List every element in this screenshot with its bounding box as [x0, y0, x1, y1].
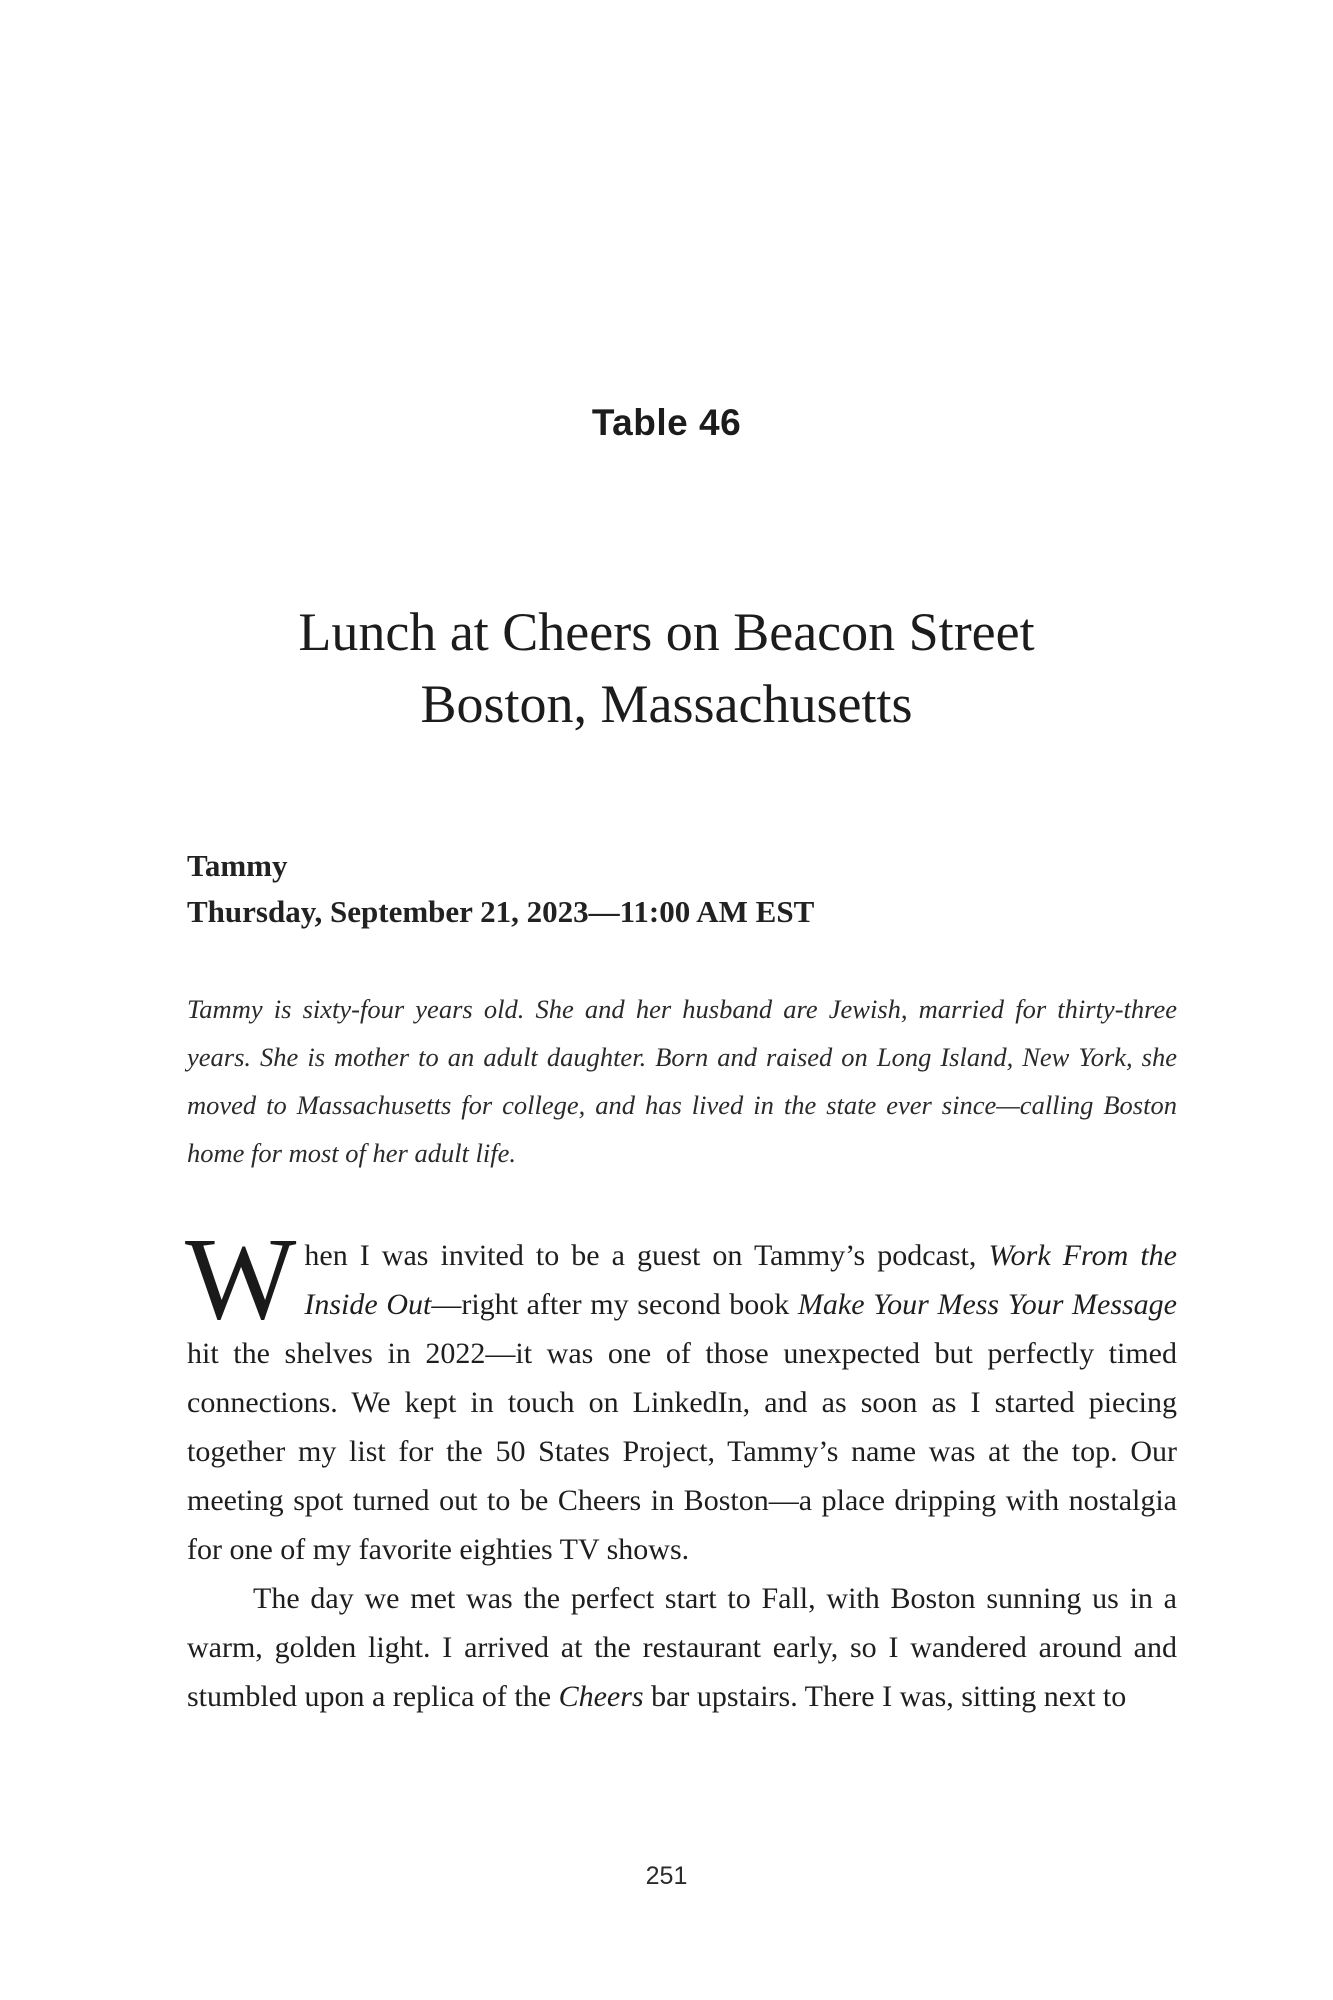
p1-text-a: hen I was invited to be a guest on Tammy’s podcast, — [304, 1239, 989, 1272]
body-paragraph-1 — [185, 1213, 1177, 1574]
p1-text-b: —right after my second book — [431, 1288, 798, 1321]
show-title: Cheers — [558, 1680, 644, 1713]
body-text — [185, 1213, 1177, 1721]
chapter-label: Table 46 — [591, 402, 742, 443]
interviewee-intro: Tammy is sixty-four years old. She and her husband are Jewish, married for thirty-three years. She is mother to an adult daughter. Born and raised on Long Island, New York, she moved to Massachusetts for college, and has lived in the state ever since—calling Boston home for most of her adult life. — [187, 994, 1177, 1168]
chapter-title-line-1: Lunch at Cheers on Beacon Street — [298, 602, 1035, 662]
podcast-title: Work From the Inside Out — [304, 1239, 1177, 1321]
interview-meta — [187, 843, 1177, 935]
interviewee-name: Tammy — [187, 848, 288, 883]
p2-text-b: bar upstairs. There I was, sitting next to — [643, 1680, 1127, 1713]
drop-cap: W — [185, 1213, 297, 1344]
p1-text-c: hit the shelves in 2022—it was one of those unexpected but perfectly timed connections. We kept in touch on LinkedIn, and as soon as I started piecing together my list for the 50 States Project, Tammy’s name was at the top. Our meeting spot turned out to be Cheers in Boston—a place dripping with nostalgia for one of my favorite eighties TV shows. — [187, 1337, 1177, 1566]
chapter-title-line-2: Boston, Massachusetts — [420, 674, 913, 734]
p2-text-a: The day we met was the perfect start to Fall, with Boston sunning us in a warm, golden light. I arrived at the restaurant early, so I wandered around and stumbled upon a replica of the — [187, 1582, 1177, 1713]
chapter-title — [0, 596, 1333, 740]
page-number: 251 — [645, 1862, 688, 1890]
book-title: Make Your Mess Your Message — [797, 1288, 1177, 1321]
body-paragraph-2 — [187, 1574, 1177, 1721]
interview-datetime: Thursday, September 21, 2023—11:00 AM EST — [187, 894, 815, 929]
